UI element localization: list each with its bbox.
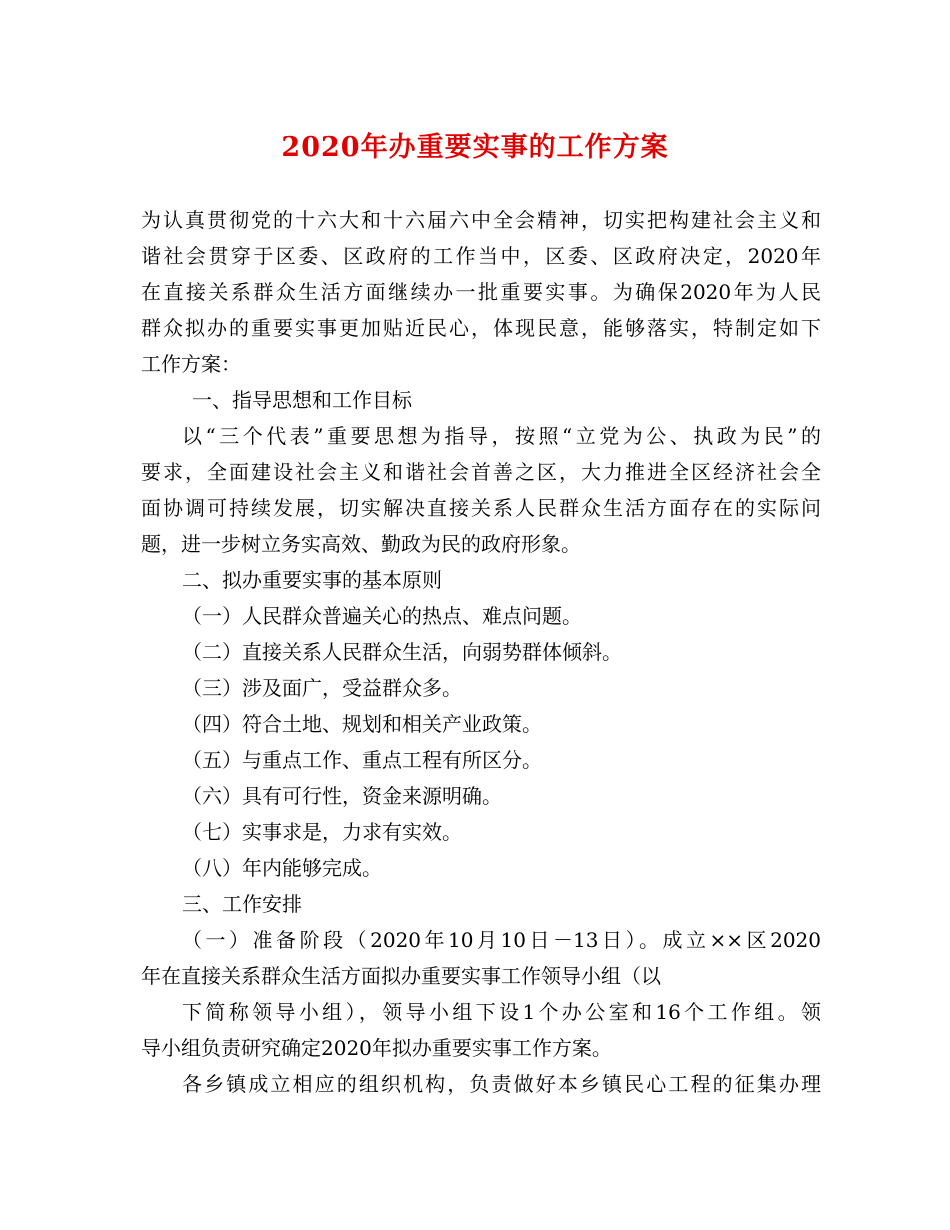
list-item: （七）实事求是，力求有实效。 [182,820,462,844]
paragraph-line: 导小组负责研究确定2020年拟办重要实事工作方案。 [141,1036,612,1060]
paragraph-line: 工作方案： [141,352,241,376]
list-item: （一）人民群众普遍关心的热点、难点问题。 [182,604,582,628]
paragraph-line: 各乡镇成立相应的组织机构，负责做好本乡镇民心工程的征集办理 [182,1072,821,1096]
paragraph-line: 谐社会贯穿于区委、区政府的工作当中，区委、区政府决定，2020年 [141,244,821,268]
paragraph-line: 面协调可持续发展，切实解决直接关系人民群众生活方面存在的实际问 [141,496,821,520]
paragraph-line: 要求，全面建设社会主义和谐社会首善之区，大力推进全区经济社会全 [141,460,821,484]
list-item: （五）与重点工作、重点工程有所区分。 [182,748,542,772]
list-item: （八）年内能够完成。 [182,856,382,880]
paragraph-line: 在直接关系群众生活方面继续办一批重要实事。为确保2020年为人民 [141,280,821,304]
list-item: （四）符合土地、规划和相关产业政策。 [182,712,542,736]
paragraph-line: 为认真贯彻党的十六大和十六届六中全会精神，切实把构建社会主义和 [141,208,821,232]
section-heading: 三、工作安排 [182,892,302,916]
paragraph-line: 年在直接关系群众生活方面拟办重要实事工作领导小组（以 [141,964,661,988]
paragraph-line: （一）准备阶段（2020年10月10日－13日）。成立××区2020 [182,928,821,952]
paragraph-line: 群众拟办的重要实事更加贴近民心，体现民意，能够落实，特制定如下 [141,316,821,340]
section-heading: 一、指导思想和工作目标 [192,388,412,412]
paragraph-line: 以“三个代表”重要思想为指导，按照“立党为公、执政为民”的 [182,424,821,448]
paragraph-line: 下简称领导小组），领导小组下设1个办公室和16个工作组。领 [182,1000,821,1024]
section-heading: 二、拟办重要实事的基本原则 [182,568,442,592]
list-item: （二）直接关系人民群众生活，向弱势群体倾斜。 [182,640,622,664]
document-title: 2020年办重要实事的工作方案 [281,132,669,163]
list-item: （六）具有可行性，资金来源明确。 [182,784,502,808]
list-item: （三）涉及面广，受益群众多。 [182,676,462,700]
paragraph-line: 题，进一步树立务实高效、勤政为民的政府形象。 [141,532,581,556]
